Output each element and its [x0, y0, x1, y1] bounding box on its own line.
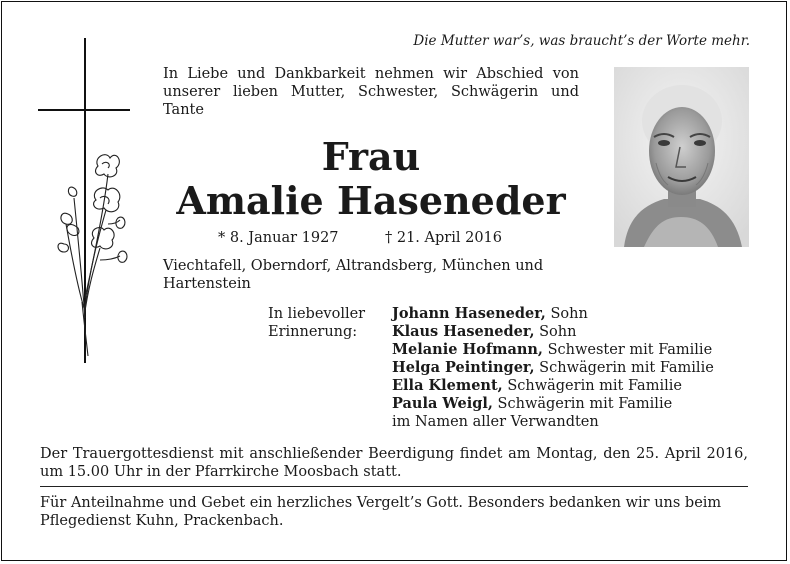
mourner-relation: Schwester mit Familie [542, 342, 713, 358]
mourner-name: Paula Weigl, [392, 395, 493, 412]
mourner-name: Helga Peintinger, [392, 359, 535, 376]
birth-date: * 8. Januar 1927 [218, 230, 339, 246]
mourners-list [392, 305, 714, 431]
memory-label-line: In liebevoller [268, 306, 366, 322]
memory-label [268, 305, 365, 341]
deceased-name: Amalie Haseneder [176, 178, 566, 223]
cross-with-roses-icon [38, 38, 138, 368]
mourner-name: Ella Klement, [392, 377, 503, 394]
mourner-item [392, 413, 714, 431]
mourner-item [392, 395, 714, 413]
mourner-relation: im Namen aller Verwandten [392, 414, 599, 430]
mourner-item [392, 323, 714, 341]
mourner-relation: Sohn [545, 306, 588, 322]
mourner-name: Johann Haseneder, [392, 305, 546, 322]
funeral-service-text: Der Trauergottesdienst mit anschließender Beerdigung findet am Montag, den 25. April 2016, um 15.00 Uhr in der Pfarrkirche Moosbach statt. [40, 446, 748, 480]
mourner-item [392, 305, 714, 323]
motto: Die Mutter war’s, was braucht’s der Worte mehr. [413, 33, 750, 49]
mourner-relation: Sohn [534, 324, 577, 340]
intro-text: In Liebe und Dankbarkeit nehmen wir Abschied von unserer lieben Mutter, Schwester, Schwägerin und Tante [163, 66, 579, 118]
portrait-photo [614, 67, 749, 247]
mourner-relation: Schwägerin mit Familie [534, 360, 714, 376]
divider [40, 486, 748, 487]
mourner-item [392, 377, 714, 395]
memory-label-line: Erinnerung: [268, 324, 358, 340]
mourner-relation: Schwägerin mit Familie [492, 396, 673, 412]
death-date: † 21. April 2016 [385, 230, 502, 246]
mourner-item [392, 341, 714, 359]
mourner-name: Klaus Haseneder, [392, 323, 535, 340]
mourner-item [392, 359, 714, 377]
thanks-text: Für Anteilnahme und Gebet ein herzliches Vergelt’s Gott. Besonders bedanken wir uns beim Pflegedienst Kuhn, Prackenbach. [40, 495, 722, 529]
title-salutation: Frau [321, 134, 421, 179]
mourner-name: Melanie Hofmann, [392, 341, 543, 358]
mourner-relation: Schwägerin mit Familie [502, 378, 682, 394]
places-text: Viechtafell, Oberndorf, Altrandsberg, München und Hartenstein [163, 258, 544, 292]
